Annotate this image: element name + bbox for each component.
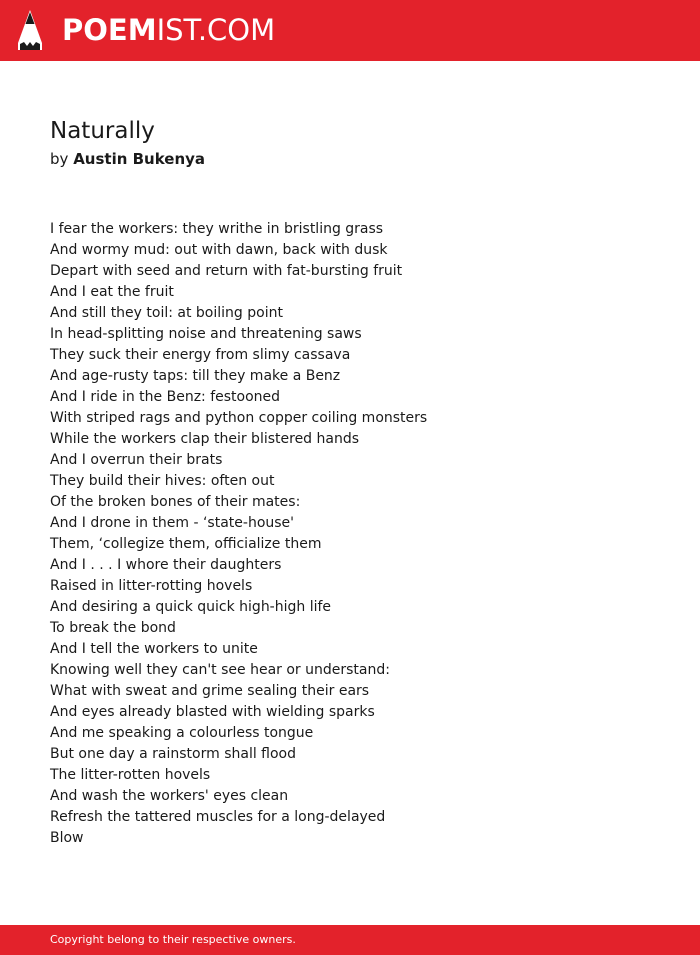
site-header <box>0 0 700 61</box>
poem-line: While the workers clap their blistered hands <box>50 431 360 447</box>
poem-line: They suck their energy from slimy cassava <box>50 347 351 363</box>
poem-line: They build their hives: often out <box>50 473 275 489</box>
poem-line: And I ride in the Benz: festooned <box>50 389 281 405</box>
poem-line: Them, ‘collegize them, officialize them <box>50 536 322 552</box>
poem-line: And I overrun their brats <box>50 452 223 468</box>
poem-line: And age-rusty taps: till they make a Benz <box>50 368 341 384</box>
poem-line: And I eat the fruit <box>50 284 174 300</box>
poem-line: And wormy mud: out with dawn, back with dusk <box>50 242 388 258</box>
poem-line: And still they toil: at boiling point <box>50 305 283 321</box>
site-footer <box>0 925 700 955</box>
logo-text-bold: POEM <box>62 13 157 47</box>
poem-line: Knowing well they can't see hear or understand: <box>50 662 390 678</box>
by-label: by <box>50 150 69 168</box>
logo-text-light: IST.COM <box>156 13 276 47</box>
poem-line: With striped rags and python copper coiling monsters <box>50 410 428 426</box>
poem-title: Naturally <box>50 118 155 144</box>
poem-line: Blow <box>50 830 84 846</box>
poem-line: And wash the workers' eyes clean <box>50 788 289 804</box>
poem-line: I fear the workers: they writhe in bristling grass <box>50 221 384 237</box>
poem-line: The litter-rotten hovels <box>50 767 211 783</box>
pencil-tip-icon <box>17 9 43 51</box>
poem-line: And I . . . I whore their daughters <box>50 557 282 573</box>
poem-line: Raised in litter-rotting hovels <box>50 578 253 594</box>
poem-line: And I drone in them - ‘state-house' <box>50 515 295 531</box>
poem-line: And desiring a quick quick high-high life <box>50 599 332 615</box>
poem-byline <box>50 149 205 169</box>
poem-line: What with sweat and grime sealing their ears <box>50 683 370 699</box>
site-logo[interactable] <box>62 12 275 48</box>
poem-line: And eyes already blasted with wielding sparks <box>50 704 375 720</box>
poem-line: To break the bond <box>50 620 176 636</box>
copyright-text: Copyright belong to their respective owners. <box>50 933 296 946</box>
poem-line: Of the broken bones of their mates: <box>50 494 301 510</box>
poem-line: But one day a rainstorm shall flood <box>50 746 297 762</box>
poem-body <box>50 219 427 849</box>
poem-line: And me speaking a colourless tongue <box>50 725 314 741</box>
poem-line: In head-splitting noise and threatening saws <box>50 326 362 342</box>
poem-line: Refresh the tattered muscles for a long-delayed <box>50 809 386 825</box>
poem-author: Austin Bukenya <box>73 150 206 168</box>
poem-line: And I tell the workers to unite <box>50 641 258 657</box>
poem-line: Depart with seed and return with fat-bursting fruit <box>50 263 403 279</box>
